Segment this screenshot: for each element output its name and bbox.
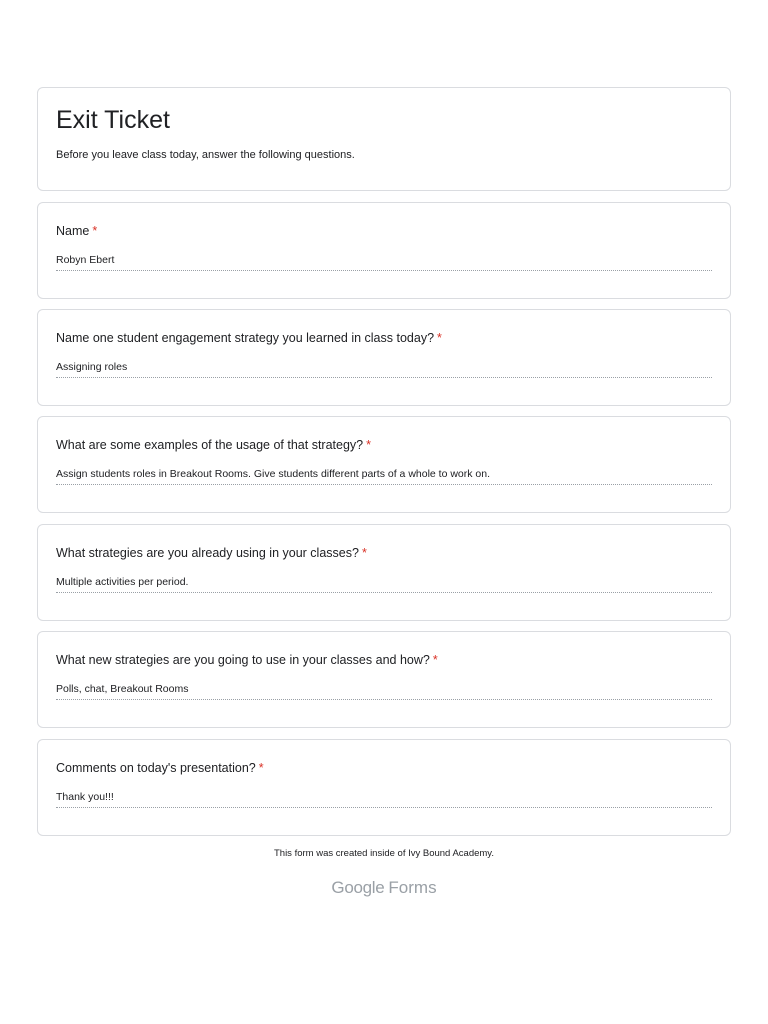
- question-label: [56, 652, 438, 668]
- answer-field[interactable]: Thank you!!!: [56, 790, 712, 808]
- question-label: [56, 437, 371, 453]
- question-card-strategies-using: [37, 524, 731, 621]
- question-text: Name one student engagement strategy you learned in class today?: [56, 331, 435, 345]
- question-card-name: [37, 202, 731, 299]
- brand-forms: Forms: [388, 878, 437, 897]
- answer-field[interactable]: Multiple activities per period.: [56, 575, 712, 593]
- question-card-comments: [37, 739, 731, 836]
- required-asterisk: *: [432, 653, 438, 667]
- required-asterisk: *: [258, 761, 264, 775]
- question-text: Name: [56, 224, 90, 238]
- brand-google: Google: [331, 878, 385, 897]
- question-card-strategy-examples: [37, 416, 731, 513]
- answer-field[interactable]: Polls, chat, Breakout Rooms: [56, 682, 712, 700]
- question-card-new-strategies: [37, 631, 731, 728]
- question-text: What strategies are you already using in your classes?: [56, 546, 359, 560]
- question-label: [56, 330, 442, 346]
- answer-field[interactable]: Assigning roles: [56, 360, 712, 378]
- question-label: [56, 760, 264, 776]
- form-title: Exit Ticket: [56, 106, 170, 134]
- required-asterisk: *: [92, 224, 98, 238]
- required-asterisk: *: [361, 546, 367, 560]
- form-description: Before you leave class today, answer the following questions.: [56, 149, 355, 161]
- footer-note: This form was created inside of Ivy Bound Academy.: [273, 848, 494, 859]
- required-asterisk: *: [366, 438, 371, 452]
- form-header-card: [37, 87, 731, 191]
- question-label: [56, 545, 367, 561]
- question-text: What are some examples of the usage of that strategy?: [56, 438, 364, 452]
- required-asterisk: *: [437, 331, 442, 345]
- question-text: Comments on today's presentation?: [56, 761, 256, 775]
- answer-field[interactable]: Robyn Ebert: [56, 253, 712, 271]
- google-forms-logo[interactable]: [0, 877, 768, 899]
- answer-field[interactable]: Assign students roles in Breakout Rooms. Give students different parts of a whole to work on.: [56, 467, 712, 485]
- question-label: [56, 223, 97, 239]
- question-card-strategy-learned: [37, 309, 731, 406]
- question-text: What new strategies are you going to use in your classes and how?: [56, 653, 430, 667]
